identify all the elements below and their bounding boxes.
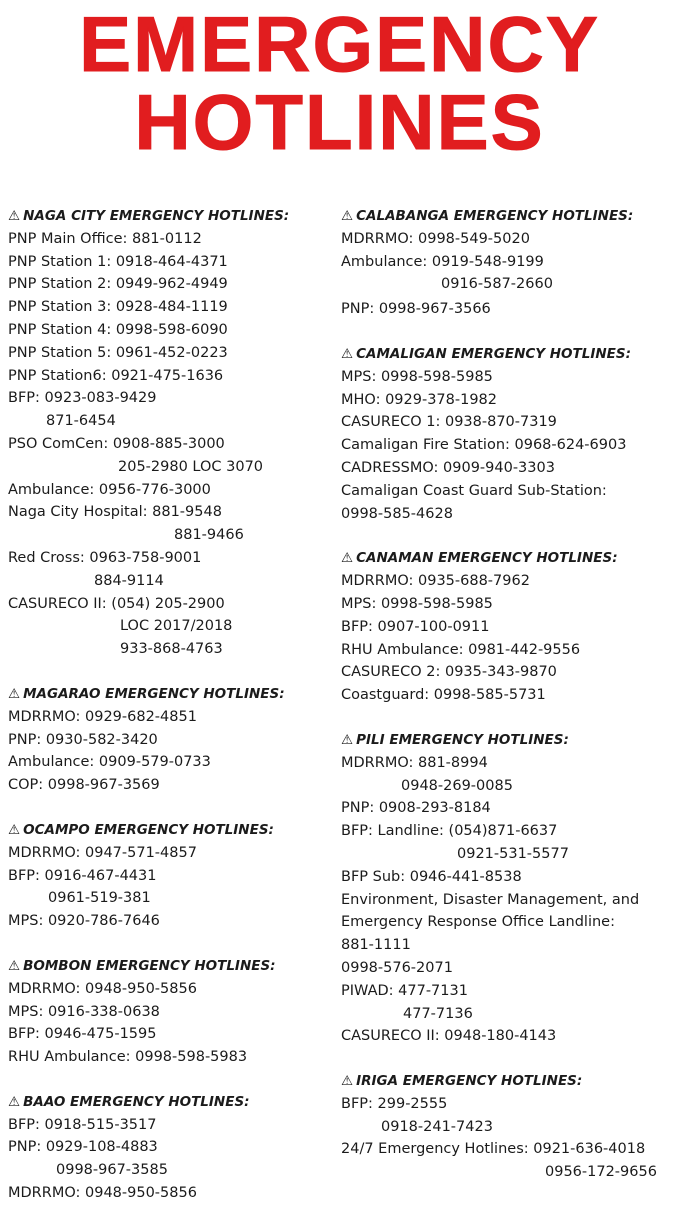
- hotline-text: 0921-531-5577: [457, 845, 569, 862]
- bombon-section: [8, 955, 330, 1069]
- warning-icon: ⚠: [8, 208, 21, 224]
- hotline-text: Camaligan Coast Guard Sub-Station:: [341, 482, 607, 499]
- hotline-text: MPS: 0920-786-7646: [8, 913, 160, 930]
- section-heading-text: MAGARAO EMERGENCY HOTLINES:: [23, 685, 285, 702]
- section-heading: [8, 819, 330, 842]
- section-heading: [341, 729, 675, 752]
- hotline-text: 0998-967-3585: [56, 1162, 168, 1179]
- hotline-entry: [341, 570, 675, 593]
- warning-icon: ⚠: [341, 345, 354, 362]
- hotline-entry: [341, 1138, 675, 1161]
- hotline-entry: [341, 1116, 675, 1139]
- hotline-entry: [341, 866, 675, 889]
- hotline-entry: [8, 570, 330, 593]
- section-heading-text: CANAMAN EMERGENCY HOTLINES:: [356, 550, 618, 567]
- hotline-text: BFP: 0923-083-9429: [8, 390, 157, 407]
- hotline-text: CADRESSMO: 0909-940-3303: [341, 459, 555, 476]
- hotline-text: Emergency Response Office Landline:: [341, 914, 615, 931]
- hotline-entry: [8, 978, 330, 1001]
- hotline-text: Ambulance: 0956-776-3000: [8, 481, 211, 498]
- hotline-entry: [341, 797, 675, 820]
- hotline-text: BFP: 299-2555: [341, 1095, 448, 1112]
- hotline-entry: [341, 775, 675, 798]
- hotline-entry: [341, 228, 675, 251]
- hotline-entry: [341, 752, 675, 775]
- hotline-entry: [8, 865, 330, 888]
- camaligan-section: [341, 343, 675, 525]
- warning-icon: ⚠: [8, 957, 21, 974]
- section-heading: [8, 205, 330, 228]
- hotline-entry: [341, 684, 675, 707]
- hotline-text: MDRRMO: 0929-682-4851: [8, 708, 197, 725]
- hotline-entry: [8, 706, 330, 729]
- hotline-entry: [341, 273, 675, 296]
- hotline-entry: [341, 616, 675, 639]
- hotline-text: Coastguard: 0998-585-5731: [341, 687, 546, 704]
- hotline-text: PNP: 0929-108-4883: [8, 1139, 158, 1156]
- warning-icon: ⚠: [8, 685, 21, 702]
- hotline-text: 0948-269-0085: [401, 777, 513, 794]
- hotline-text: 24/7 Emergency Hotlines: 0921-636-4018: [341, 1141, 646, 1158]
- hotline-text: BFP: 0916-467-4431: [8, 867, 157, 884]
- hotline-text: MPS: 0916-338-0638: [8, 1003, 160, 1020]
- hotline-text: BFP Sub: 0946-441-8538: [341, 868, 522, 885]
- hotline-entry: [8, 410, 330, 433]
- hotline-text: 0961-519-381: [48, 890, 151, 907]
- hotline-entry: [8, 479, 330, 502]
- hotline-text: BFP: Landline: (054)871-6637: [341, 823, 558, 840]
- magarao-section: [8, 683, 330, 797]
- hotline-text: PNP Main Office: 881-0112: [8, 230, 202, 247]
- hotline-text: MHO: 0929-378-1982: [341, 391, 498, 408]
- hotline-entry: [8, 751, 330, 774]
- pili-section: [341, 729, 675, 1048]
- hotline-entry: [341, 843, 675, 866]
- hotline-entry: [341, 980, 675, 1003]
- hotline-text: 0956-172-9656: [545, 1164, 657, 1181]
- hotline-entry: [341, 661, 675, 684]
- hotline-entry: [8, 433, 330, 456]
- hotline-entry: [341, 911, 675, 934]
- hotline-text: PSO ComCen: 0908-885-3000: [8, 435, 225, 452]
- hotline-entry: [8, 501, 330, 524]
- hotline-entry: [341, 1025, 675, 1048]
- hotline-entry: [341, 934, 675, 957]
- hotline-entry: [8, 1114, 330, 1137]
- hotline-text: Ambulance: 0919-548-9199: [341, 253, 544, 270]
- hotline-entry: [8, 296, 330, 319]
- canaman-section: [341, 547, 675, 707]
- section-heading-text: CALABANGA EMERGENCY HOTLINES:: [356, 208, 634, 224]
- hotline-text: PNP Station 4: 0998-598-6090: [8, 321, 228, 338]
- hotline-entry: [8, 1182, 330, 1205]
- hotline-text: RHU Ambulance: 0998-598-5983: [8, 1049, 248, 1066]
- warning-icon: ⚠: [341, 550, 354, 567]
- hotline-entry: [341, 251, 675, 274]
- title-line-1: EMERGENCY: [79, 0, 600, 88]
- hotline-text: COP: 0998-967-3569: [8, 777, 160, 794]
- hotline-entry: [341, 503, 675, 526]
- hotline-text: BFP: 0946-475-1595: [8, 1026, 157, 1043]
- hotline-text: MDRRMO: 0947-571-4857: [8, 844, 197, 861]
- hotline-text: PNP Station 1: 0918-464-4371: [8, 253, 228, 270]
- hotline-entry: [8, 593, 330, 616]
- hotline-entry: [341, 957, 675, 980]
- hotline-text: MDRRMO: 881-8994: [341, 754, 488, 771]
- hotline-entry: [341, 480, 675, 503]
- hotline-text: CASURECO 2: 0935-343-9870: [341, 664, 557, 681]
- iriga-section: [341, 1070, 675, 1184]
- hotline-entry: [8, 910, 330, 933]
- hotline-text: CASURECO II: (054) 205-2900: [8, 595, 225, 612]
- section-heading: [8, 1091, 330, 1114]
- section-heading-text: IRIGA EMERGENCY HOTLINES:: [356, 1073, 583, 1090]
- hotline-entry: [8, 1159, 330, 1182]
- section-heading-text: BOMBON EMERGENCY HOTLINES:: [23, 957, 276, 974]
- section-heading: [341, 343, 675, 366]
- hotline-entry: [341, 366, 675, 389]
- hotline-text: PNP Station 2: 0949-962-4949: [8, 276, 228, 293]
- hotline-entry: [8, 615, 330, 638]
- hotline-entry: [8, 228, 330, 251]
- section-heading: [341, 1070, 675, 1093]
- hotline-text: MPS: 0998-598-5985: [341, 595, 493, 612]
- hotline-text: RHU Ambulance: 0981-442-9556: [341, 641, 581, 658]
- hotline-entry: [8, 729, 330, 752]
- hotline-entry: [341, 889, 675, 912]
- hotline-entry: [8, 547, 330, 570]
- hotline-text: Environment, Disaster Management, and: [341, 891, 640, 908]
- hotline-text: 0998-585-4628: [341, 505, 453, 522]
- hotline-entry: [8, 342, 330, 365]
- hotline-entry: [341, 1093, 675, 1116]
- hotline-entry: [341, 639, 675, 662]
- hotline-entry: [341, 434, 675, 457]
- naga-city-section: [8, 205, 330, 661]
- hotline-text: CASURECO 1: 0938-870-7319: [341, 414, 557, 431]
- hotline-entry: [8, 456, 330, 479]
- section-heading: [8, 683, 330, 706]
- section-heading-text: PILI EMERGENCY HOTLINES:: [356, 731, 569, 748]
- hotline-text: Camaligan Fire Station: 0968-624-6903: [341, 437, 627, 454]
- hotline-text: 884-9114: [94, 572, 164, 589]
- hotline-text: BFP: 0907-100-0911: [341, 618, 490, 635]
- hotline-text: MPS: 0998-598-5985: [341, 368, 493, 385]
- warning-icon: ⚠: [8, 821, 21, 838]
- section-heading: [341, 547, 675, 570]
- hotline-text: LOC 2017/2018: [120, 618, 233, 635]
- hotline-entry: [341, 389, 675, 412]
- left-column: [8, 205, 330, 1227]
- hotline-entry: [341, 593, 675, 616]
- hotline-entry: [8, 273, 330, 296]
- hotline-text: Ambulance: 0909-579-0733: [8, 754, 211, 771]
- warning-icon: ⚠: [8, 1093, 21, 1110]
- hotline-text: 881-9466: [174, 527, 244, 544]
- hotline-text: 0916-587-2660: [441, 276, 553, 293]
- hotline-text: 933-868-4763: [120, 641, 223, 658]
- title-line-2: HOTLINES: [134, 78, 545, 166]
- hotline-text: BFP: 0918-515-3517: [8, 1116, 157, 1133]
- hotline-entry: [8, 774, 330, 797]
- hotline-text: MDRRMO: 0998-549-5020: [341, 230, 530, 247]
- warning-icon: ⚠: [341, 731, 354, 748]
- section-heading-text: NAGA CITY EMERGENCY HOTLINES:: [23, 208, 290, 224]
- hotline-text: PNP Station6: 0921-475-1636: [8, 367, 224, 384]
- hotline-entry: [8, 1136, 330, 1159]
- hotline-text: PNP Station 5: 0961-452-0223: [8, 344, 228, 361]
- hotline-entry: [8, 365, 330, 388]
- hotline-text: 0918-241-7423: [381, 1118, 493, 1135]
- hotline-text: PNP: 0908-293-8184: [341, 800, 491, 817]
- warning-icon: ⚠: [341, 208, 354, 224]
- section-heading: [8, 955, 330, 978]
- hotline-entry: [8, 387, 330, 410]
- hotline-text: PNP: 0998-967-3566: [341, 301, 491, 318]
- hotline-text: Red Cross: 0963-758-9001: [8, 549, 202, 566]
- hotline-entry: [341, 820, 675, 843]
- hotline-text: PNP: 0930-582-3420: [8, 731, 158, 748]
- section-heading-text: CAMALIGAN EMERGENCY HOTLINES:: [356, 345, 632, 362]
- hotline-entry: [341, 411, 675, 434]
- hotline-text: 871-6454: [46, 413, 116, 430]
- hotline-text: 477-7136: [403, 1005, 473, 1022]
- hotline-entry: [8, 524, 330, 547]
- hotline-text: 205-2980 LOC 3070: [118, 458, 264, 475]
- hotline-text: 0998-576-2071: [341, 959, 453, 976]
- hotline-entry: [341, 1003, 675, 1026]
- hotline-entry: [8, 319, 330, 342]
- hotline-entry: [8, 1023, 330, 1046]
- hotline-text: 881-1111: [341, 937, 411, 954]
- hotline-entry: [341, 298, 675, 321]
- hotline-text: PNP Station 3: 0928-484-1119: [8, 299, 228, 316]
- hotline-entry: [8, 842, 330, 865]
- warning-icon: ⚠: [341, 1073, 354, 1090]
- ocampo-section: [8, 819, 330, 933]
- hotline-entry: [8, 1046, 330, 1069]
- hotline-text: Naga City Hospital: 881-9548: [8, 504, 222, 521]
- hotline-text: MDRRMO: 0935-688-7962: [341, 573, 530, 590]
- hotline-text: MDRRMO: 0948-950-5856: [8, 1185, 197, 1202]
- section-heading-text: BAAO EMERGENCY HOTLINES:: [23, 1093, 250, 1110]
- right-column: [341, 205, 675, 1206]
- baao-section: [8, 1091, 330, 1205]
- hotline-entry: [341, 457, 675, 480]
- hotline-text: MDRRMO: 0948-950-5856: [8, 980, 197, 997]
- section-heading-text: OCAMPO EMERGENCY HOTLINES:: [23, 821, 274, 838]
- calabanga-section: [341, 205, 675, 321]
- hotline-text: PIWAD: 477-7131: [341, 982, 468, 999]
- hotline-entry: [341, 1161, 675, 1184]
- hotline-entry: [8, 251, 330, 274]
- hotline-entry: [8, 887, 330, 910]
- hotline-text: CASURECO II: 0948-180-4143: [341, 1028, 557, 1045]
- section-heading: [341, 205, 675, 228]
- hotline-entry: [8, 1001, 330, 1024]
- hotline-entry: [8, 638, 330, 661]
